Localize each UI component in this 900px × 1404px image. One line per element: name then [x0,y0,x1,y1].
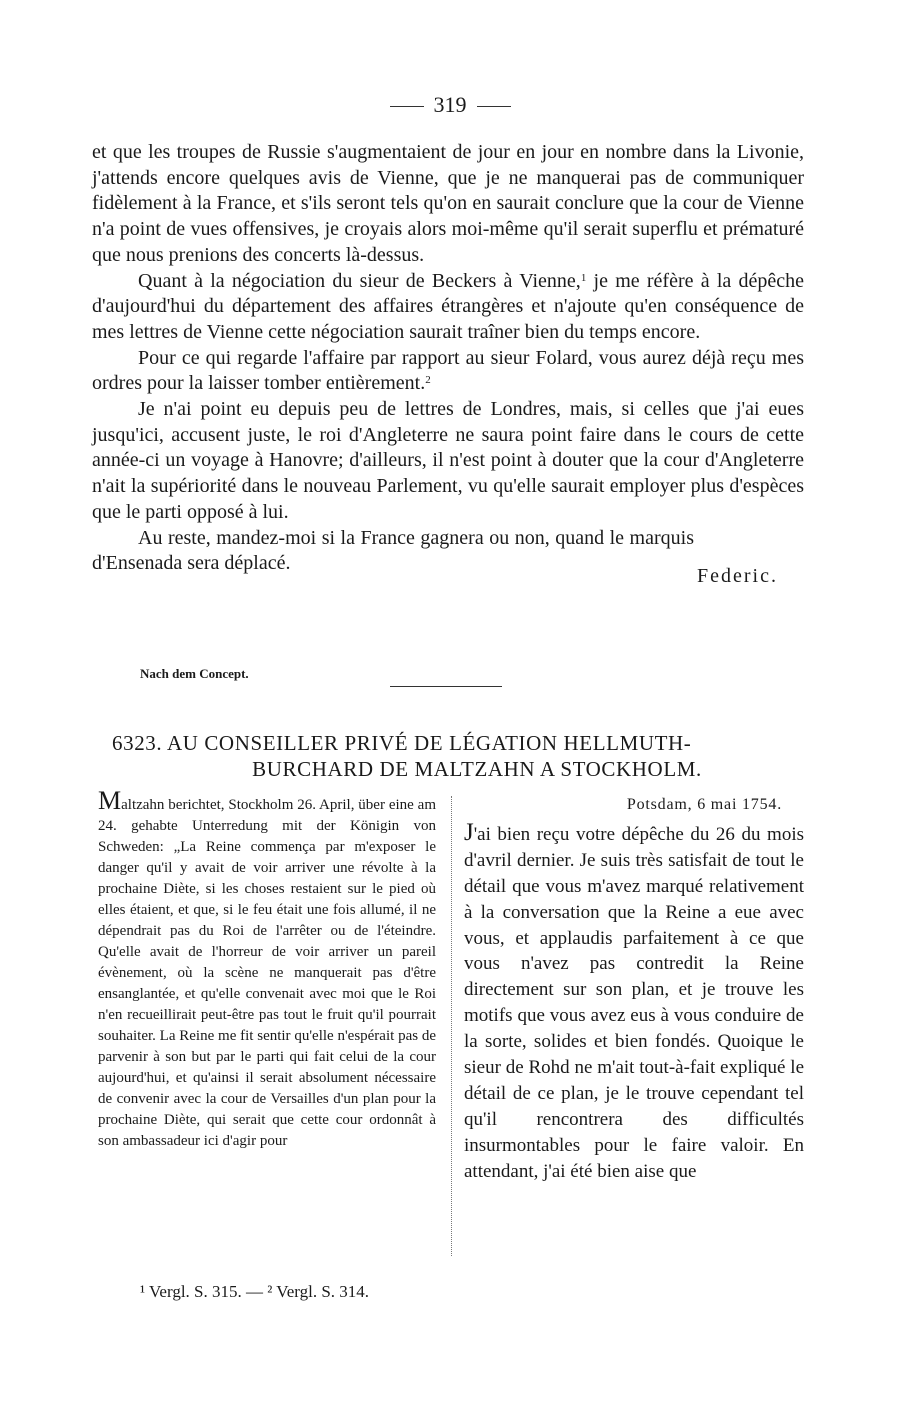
letter-dropcap: J [464,818,474,846]
letter-heading [112,730,802,782]
page-number-text: 319 [433,92,467,117]
main-paragraph-5: Au reste, mandez-moi si la France gagnera ou non, quand le marquis d'Ensenada sera déplacé. [92,526,694,575]
page-number [0,92,900,118]
footnote-ref-2: 2 [425,374,431,387]
letter-column [464,792,804,1185]
main-paragraph-2 [92,269,804,346]
source-note: Nach dem Concept. [140,666,249,681]
page-number-dash-right [477,106,511,107]
main-paragraph-3 [92,346,804,397]
dateline: Potsdam, 6 mai 1754. [626,796,782,813]
main-paragraph-1: et que les troupes de Russie s'augmentaient de jour en jour en nombre dans la Livonie, j'attends encore quelques avis de Vienne, que je ne manquerai pas de communiquer fidèlement à la France, et s'ils seront tels qu'on en saurait conclure que la cour de Vienne n'a point de vues offensives, je croyais alors moi-même qu'il serait superflu et prématuré que nous prenions des concerts là-dessus. [92,141,804,266]
column-divider [451,796,452,1256]
main-paragraph-2-start: Quant à la négociation du sieur de Beckers à Vienne, [138,269,581,292]
letter-text: 'ai bien reçu votre dépêche du 26 du mois d'avril dernier. Je suis très satisfait de tout le détail que vous m'avez marqué relativement à la conversation que la Reine a eue avec vous, et applaudis parfaitement à ce que vous n'avez pas contredit la Reine directement sur son plan, et je trouve les motifs que vous avez eus à vous conduire de la sorte, solides et bien fondés. Quoique le sieur de Rohd ne m'ait tout-à-fait expliqué le détail de ce plan, je le trouve cependant tel qu'il rencontrera des difficultés insurmontables pour le faire valoir. En attendant, j'ai été bien aise que [464,823,804,1182]
letter-heading-line-1: 6323. AU CONSEILLER PRIVÉ DE LÉGATION HELLMUTH- [112,731,692,755]
section-separator [390,686,502,687]
main-paragraph-4: Je n'ai point eu depuis peu de lettres de Londres, mais, si celles que j'ai eues jusqu'ici, accusent juste, le roi d'Angleterre ne saura point faire dans le cours de cette année-ci un voyage à Hanovre; d'ailleurs, il n'est point à douter que la cour d'Angleterre n'ait la supériorité dans le nouveau Parlement, vu qu'elle saurait employer plus d'espèces que le parti opposé à lui. [92,398,804,523]
summary-text: altzahn berichtet, Stockholm 26. April, über eine am 24. gehabte Unterredung mit der Königin von Schweden: „La Reine commença par m'exposer le danger qu'il y avait de voir arriver une révolte à la prochaine Diète, si les choses restaient sur le pied où elles étaient, et que, si le feu était une fois allumé, il ne dépendrait pas du Roi de l'arrêter ou de l'éteindre. Qu'elle avait de l'horreur de voir arriver un pareil évènement, où la scène ne manquerait pas d'être ensanglantée, et qu'elle convenait avec moi que le Roi n'en recueillirait peut-être pas tout le fruit qu'il pourrait souhaiter. La Reine me fit sentir qu'elle n'espérait pas de parvenir à son but par le parti qui fait celui de la cour aujourd'hui, et qu'ainsi il serait absolument nécessaire de convenir avec la cour de Versailles d'un plan pour la prochaine Diète, qui serait que cette cour ordonnât à son ambassadeur ici d'agir pour [98,797,436,1149]
summary-column [98,786,436,1152]
main-paragraph-3-text: Pour ce qui regarde l'affaire par rapport au sieur Folard, vous aurez déjà reçu mes ordres pour la laisser tomber entièrement. [92,346,804,395]
page-number-dash-left [390,106,424,107]
letter-body [464,820,804,1185]
main-text [92,140,804,587]
letter-heading-line-2: BURCHARD DE MALTZAHN A STOCKHOLM. [252,757,702,781]
signature: Federic. [697,564,778,587]
summary-dropcap: M [98,786,122,815]
closing-block [92,526,804,587]
footnote-ref-1: 1 [580,271,587,284]
footnotes: ¹ Vergl. S. 315. — ² Vergl. S. 314. [140,1282,370,1301]
main-paragraph-2-rest: je me réfère à la dépêche d'aujourd'hui du département des affaires étrangères et n'ajoute qu'en conséquence de mes lettres de Vienne cette négociation saurait traîner bien du temps encore. [92,269,804,343]
